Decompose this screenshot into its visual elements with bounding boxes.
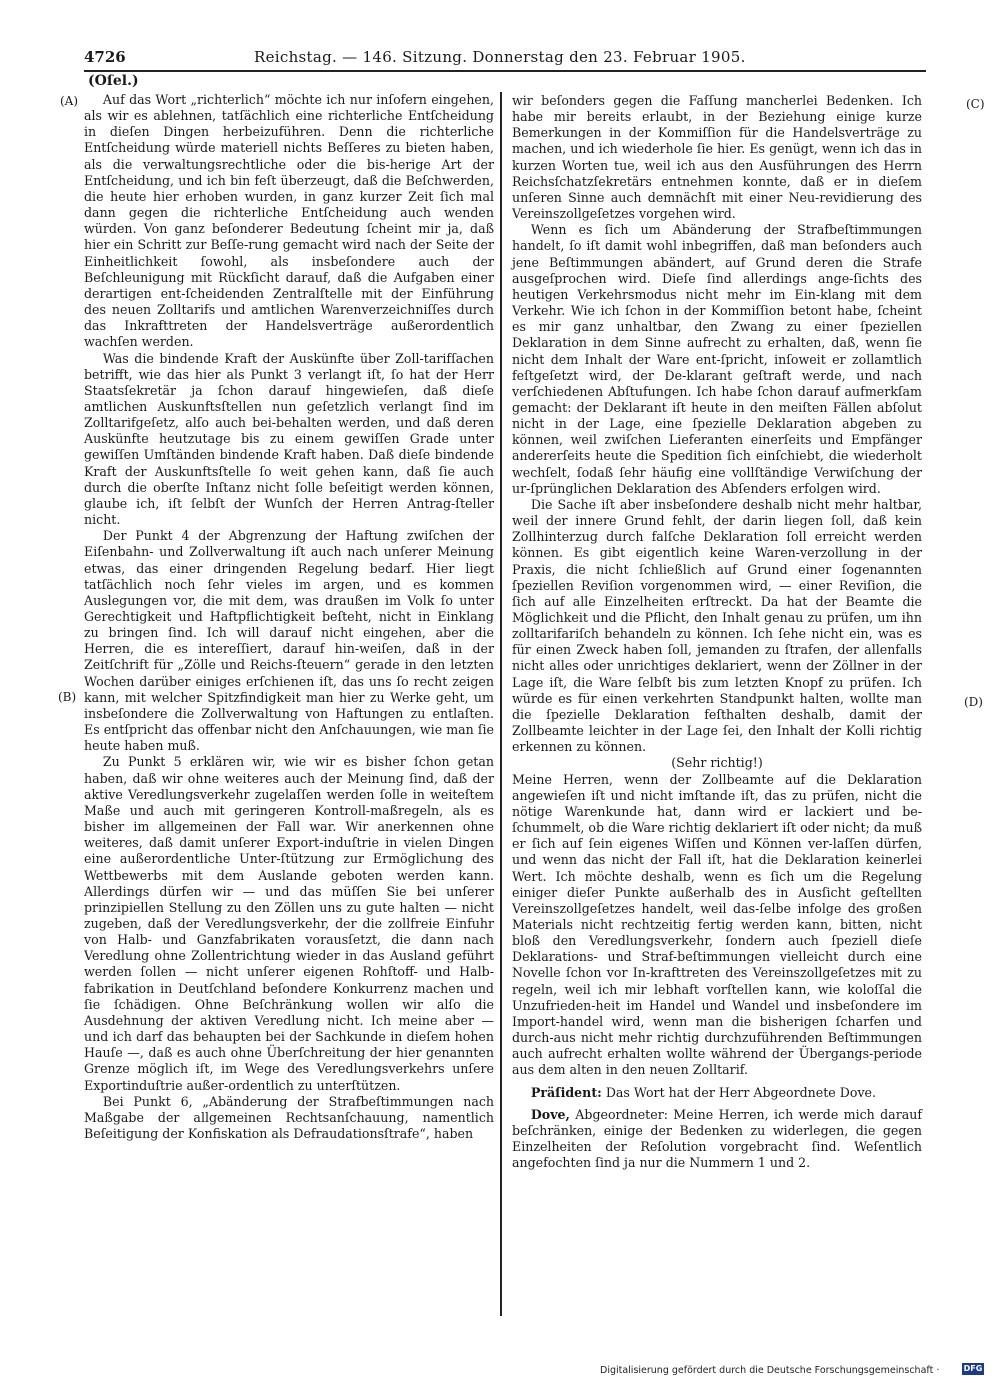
dove-statement <box>512 1107 922 1172</box>
statement-text: Abgeordneter: Meine Herren, ich werde mich darauf beſchränken, einige der Bedenken zu widerlegen, die gegen Einzelheiten der Reſolution vorgebracht ſind. Weſentlich angefochten ſind ja nur die Nummern 1 und 2. <box>512 1106 922 1171</box>
paragraph: Meine Herren, wenn der Zollbeamte auf die Deklaration angewieſen iſt und nicht imſtande iſt, das zu prüfen, nicht die nötige Warenkunde hat, dann wird er lackiert und be-ſchummelt, ob die Ware richtig deklariert iſt oder nicht; da muß er ſich auf ſein eigenes Wiſſen und Können ver-laſſen dürfen, und wenn das nicht der Fall iſt, hat die Deklaration keinerlei Wert. Ich möchte deshalb, wenn es ſich um die Regelung einiger dieſer Punkte außerhalb des in Ausſicht geſtellten Vereinszollgeſetzes handelt, weil das-ſelbe infolge des großen Materials nicht rechtzeitig fertig werden kann, bitten, nicht bloß den Veredlungsverkehr, ſondern auch ſpeziell dieſe Deklarations- und Straf-beſtimmungen vielleicht durch eine Novelle ſchon vor In-krafttreten des Vereinszollgeſetzes mit zu regeln, weil ich mir lebhaft vorſtellen kann, wie koloſſal die Unzufrieden-heit im Handel und Wandel und insbeſondere im Import-handel wird, wenn man die bisherigen ſcharfen und durch-aus nicht mehr richtig durchzuführenden Beſtimmungen auch aufrecht erhalten wollte während der Übergangs-periode aus dem alten in den neuen Zolltarif. <box>512 771 922 1078</box>
paragraph: wir beſonders gegen die Faſſung mancherlei Bedenken. Ich habe mir bereits erlaubt, in der Beziehung einige kurze Bemerkungen in der Kommiſſion für die Handelsverträge zu machen, und ich wiederhole ſie hier. Es genügt, wenn ich das in kurzen Worten tue, weil ich aus den Ausführungen des Herrn Reichsſchatzſekretärs entnehmen konnte, daß er in dieſem unſeren Sinne auch demnächſt mit einer Neu-revidierung des Vereinszollgeſetzes vorgehen wird. <box>512 93 922 222</box>
speaker-context: (Oſel.) <box>88 73 139 89</box>
header-rule <box>84 70 926 72</box>
speaker-name: Dove, <box>530 1106 570 1122</box>
left-column <box>84 92 494 1142</box>
page-number: 4726 <box>84 48 126 66</box>
page-header <box>84 46 924 70</box>
statement-text: Das Wort hat der Herr Abgeordnete Dove. <box>601 1084 877 1100</box>
speaker-name: Präſident: <box>530 1084 602 1100</box>
president-statement <box>512 1085 922 1101</box>
running-title: Reichstag. — 146. Sitzung. Donnerstag den 23. Februar 1905. <box>254 48 746 66</box>
paragraph: Wenn es ſich um Abänderung der Strafbeſtimmungen handelt, ſo iſt damit wohl inbegriffen, daß man beſonders auch jene Beſtimmungen abändert, auf Grund deren die Strafe ausgeſprochen wird. Dieſe ſind allerdings ange-ſichts des heutigen Verkehrsmodus nicht mehr im Ein-klang mit dem Verkehr. Wie ich ſchon in der Kommiſſion betont habe, ſcheint es mir ganz unhaltbar, den Zwang zu einer ſpeziellen Deklaration in dem Sinne aufrecht zu erhalten, daß, wenn ſie nicht dem Inhalt der Ware ent-ſpricht, inſoweit er zollamtlich feſtgeſetzt wird, der De-klarant geſtraft werde, und nach verſchiedenen Abſtufungen. Ich habe ſchon darauf aufmerkſam gemacht: der Deklarant iſt heute in den meiſten Fällen abſolut nicht in der Lage, eine ſpezielle Deklaration abgeben zu können, weil zwiſchen Lieferanten einerſeits und Empfänger andererſeits heute die Spedition ſich einſchiebt, die wiederholt wechſelt, ſodaß ſehr häufig eine vollſtändige Verwiſchung der ur-ſprünglichen Deklaration des Abſenders erfolgen wird. <box>512 222 922 496</box>
paragraph: Zu Punkt 5 erklären wir, wie wir es bisher ſchon getan haben, daß wir ohne weiteres auch der Meinung ſind, daß der aktive Veredlungsverkehr zugelaſſen werden ſolle in weiteſtem Maße und auch mit geringeren Kontroll-maßregeln, als es bisher im allgemeinen der Fall war. Wir anerkennen ohne weiteres, daß damit unſerer Export-induſtrie in vielen Dingen eine außerordentliche Unter-ſtützung zur Ermöglichung des Wettbewerbs mit dem Auslande geboten werden kann. Allerdings dürfen wir — und das müſſen Sie bei unſerer prinzipiellen Stellung zu den Zöllen uns zu gute halten — nicht zugeben, daß der Veredlungsverkehr, der die zollfreie Einfuhr von Halb- und Ganzfabrikaten vorausſetzt, die dann nach Veredlung ohne Zollentrichtung wieder in das Ausland geführt werden ſollen — nicht unſerer eigenen Rohſtoff- und Halb-fabrikation in Deutſchland beſondere Konkurrenz machen und ſie ſchädigen. Ohne Beſchränkung wollen wir alſo die Ausdehnung der aktiven Veredlung nicht. Ich meine aber — und ich darf das behaupten bei der Sachkunde in dieſem hohen Hauſe —, daß es auch ohne Überſchreitung der hier genannten Grenze möglich iſt, im Wege des Veredlungsverkehrs unſere Exportinduſtrie außer-ordentlich zu unterſtützen. <box>84 754 494 1093</box>
dfg-logo: DFG <box>963 1364 983 1373</box>
column-divider <box>500 92 502 1316</box>
interjection: (Sehr richtig!) <box>671 755 763 771</box>
footer-credit: Digitalisierung gefördert durch die Deutsche Forschungsgemeinschaft · <box>600 1365 940 1376</box>
paragraph: Was die bindende Kraft der Auskünfte über Zoll-tarifſachen betrifft, wie das hier als Punkt 3 verlangt iſt, ſo hat der Herr Staatsſekretär ja ſchon darauf hingewieſen, daß dieſe amtlichen Auskunftsſtellen nun geſetzlich verlangt ſind im Zolltarifgeſetz, alſo auch bei-behalten werden, und daß deren Auskünfte heutzutage bis zu einem gewiſſen Grade unter gewiſſen Umſtänden bindende Kraft haben. Daß dieſe bindende Kraft der Auskunftsſtelle ſo weit gehen kann, daß ſie auch durch die oberſte Inſtanz nicht ſolle beſeitigt werden können, glaube ich, iſt ſelbſt der Wunſch der Herren Antrag-ſteller nicht. <box>84 350 494 528</box>
margin-mark-d: (D) <box>964 695 983 709</box>
margin-mark-c: (C) <box>966 97 985 111</box>
paragraph: Auf das Wort „richterlich“ möchte ich nur inſofern eingehen, als wir es ablehnen, tatſächlich eine richterliche Entſcheidung in dieſen Dingen herbeizuführen. Denn die richterliche Entſcheidung würde materiell nichts Beſſeres zu bieten haben, als die verwaltungsrechtliche oder die bis-herige Art der Entſcheidung, und ich bin feſt überzeugt, daß die Beſchwerden, die heute hier erhoben wurden, in ganz kurzer Zeit ſich mal dann gegen die richterliche Entſcheidung auch wenden würden. Von ganz beſonderer Bedeutung ſcheint mir ja, daß hier ein Schritt zur Beſſe-rung gemacht wird nach der Seite der Einheitlichkeit ſowohl, als insbeſondere auch der Beſchleunigung mit Rückſicht darauf, daß die Aufgaben einer derartigen ent-ſcheidenden Zentralſtelle mit der Einführung des neuen Zolltarifs und amtlichen Warenverzeichniſſes durch das Inkrafttreten der Handelsverträge außerordentlich wachſen werden. <box>84 92 494 350</box>
right-column <box>512 93 922 1171</box>
paragraph: Der Punkt 4 der Abgrenzung der Haftung zwiſchen der Eiſenbahn- und Zollverwaltung iſt auch nach unſerer Meinung etwas, das einer dringenden Regelung bedarf. Hier liegt tatſächlich noch ſehr vieles im argen, und es kommen Auslegungen vor, die mit dem, was draußen im Volk ſo unter Gerechtigkeit und Haftpflichtigkeit beſteht, nicht in Einklang zu bringen ſind. Ich will darauf nicht eingehen, aber die Herren, die es intereſſiert, darauf hin-weiſen, daß in der Zeitſchrift für „Zölle und Reichs-ſteuern“ gerade in den letzten Wochen darüber einiges erſchienen iſt, das uns ſo recht zeigen kann, mit welcher Spitzfindigkeit man hier zu Werke geht, um insbeſondere die Zollverwaltung von Haftungen zu entlaſten. Es entſpricht das offenbar nicht den Anſchauungen, wie man ſie heute haben muß. <box>84 528 494 754</box>
paragraph: Bei Punkt 6, „Abänderung der Strafbeſtimmungen nach Maßgabe der allgemeinen Rechtsanſchauung, namentlich Beſeitigung der Konfiskation als Defraudationsſtrafe“, haben <box>84 1093 494 1141</box>
paragraph: Die Sache iſt aber insbeſondere deshalb nicht mehr haltbar, weil der innere Grund fehlt, der darin liegen ſoll, daß kein Zollhinterzug durch falſche Deklaration ſoll erreicht werden können. Es gibt eigentlich keine Waren-verzollung in der Praxis, die nicht ſchließlich auf Grund einer ſogenannten ſpeziellen Reviſion vorgenommen wird, — einer Reviſion, die ſich auf alle Einzelheiten erſtreckt. Da hat der Beamte die Möglichkeit und die Pflicht, den Inhalt genau zu prüfen, um ihn zolltarifariſch behandeln zu können. Ich ſehe nicht ein, was es für einen Zweck haben ſoll, jemanden zu ſtrafen, der allenfalls nicht alles oder unrichtiges deklariert, wenn der Zöllner in der Lage iſt, die Ware ſelbſt bis zum letzten Knopf zu prüfen. Ich würde es für einen verkehrten Standpunkt halten, wollte man die ſpezielle Deklaration feſthalten deshalb, damit der Zollbeamte leichter in der Lage ſei, den Inhalt der Kolli richtig erkennen zu können. <box>512 496 922 755</box>
margin-mark-b: (B) <box>58 690 77 704</box>
margin-mark-a: (A) <box>60 94 79 108</box>
